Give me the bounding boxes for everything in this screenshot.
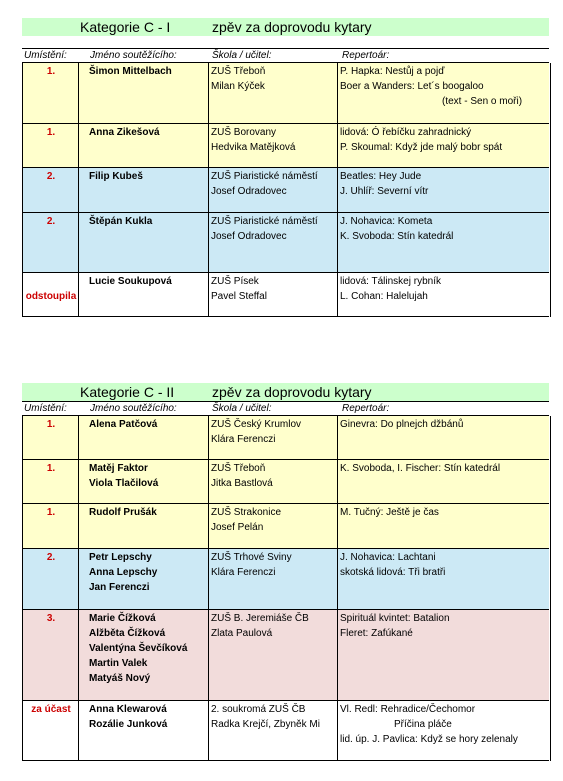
teacher-name: Pavel Steffal [211, 291, 267, 302]
placement-badge: 2. [46, 552, 56, 563]
school-name: ZUŠ Piaristické náměstí [211, 216, 318, 227]
column-header-name: Jméno soutěžícího: [90, 403, 177, 414]
name-cell [78, 63, 209, 124]
teacher-name: Klára Ferenczi [211, 434, 276, 445]
placement-cell [22, 168, 79, 213]
repertoire-item: K. Svoboda: Stín katedrál [340, 231, 454, 242]
table-bottom-border [22, 316, 549, 317]
repertoire-cell [337, 549, 551, 610]
placement-cell [22, 63, 79, 124]
teacher-name: Josef Pelán [211, 522, 264, 533]
contestant-name: Lucie Soukupová [89, 276, 172, 287]
teacher-name: Jitka Bastlová [211, 478, 273, 489]
school-name: ZUŠ Třeboň [211, 463, 266, 474]
table-row [22, 459, 549, 504]
contestant-name: Jan Ferenczi [89, 582, 150, 593]
placement-cell [22, 460, 79, 504]
repertoire-cell [337, 610, 551, 701]
repertoire-cell [337, 504, 551, 549]
column-header-school: Škola / učitel: [212, 403, 272, 414]
contestant-name: Anna Lepschy [89, 567, 158, 578]
table-row [22, 272, 549, 317]
repertoire-item: Fleret: Zafúkané [340, 628, 413, 639]
table-row [22, 700, 549, 761]
repertoire-item: (text - Sen o moři) [442, 96, 523, 107]
placement-cell [22, 273, 79, 317]
teacher-name: Josef Odradovec [211, 231, 287, 242]
repertoire-cell [337, 124, 551, 168]
school-name: ZUŠ Písek [211, 276, 259, 287]
placement-badge: 2. [46, 216, 56, 227]
placement-badge: 1. [46, 463, 56, 474]
repertoire-cell [337, 213, 551, 273]
school-name: ZUŠ Třeboň [211, 66, 266, 77]
school-cell [208, 504, 338, 549]
repertoire-cell [337, 273, 551, 317]
contestant-name: Alžběta Čížková [89, 628, 166, 639]
contestant-name: Viola Tlačilová [89, 478, 159, 489]
school-name: ZUŠ Strakonice [211, 507, 282, 518]
placement-badge: 1. [46, 507, 56, 518]
school-name: ZUŠ Piaristické náměstí [211, 171, 318, 182]
contestant-name: Alena Patčová [89, 419, 158, 430]
repertoire-item: Vl. Redl: Rehradice/Čechomor [340, 704, 476, 715]
table-row [22, 415, 549, 460]
column-header-name: Jméno soutěžícího: [90, 50, 177, 61]
placement-cell [22, 124, 79, 168]
contestant-name: Šimon Mittelbach [89, 66, 172, 77]
category-description: zpěv za doprovodu kytary [212, 19, 372, 35]
placement-cell [22, 701, 79, 761]
placement-cell [22, 610, 79, 701]
school-cell [208, 273, 338, 317]
school-cell [208, 213, 338, 273]
category-header [22, 18, 549, 36]
contestant-name: Martin Valek [89, 658, 148, 669]
table-row [22, 503, 549, 549]
name-cell [78, 549, 209, 610]
table-row [22, 62, 549, 124]
school-cell [208, 610, 338, 701]
school-name: ZUŠ Český Krumlov [211, 419, 302, 430]
name-cell [78, 701, 209, 761]
school-cell [208, 460, 338, 504]
teacher-name: Radka Krejčí, Zbyněk Mi [211, 719, 320, 730]
contestant-name: Marie Čížková [89, 613, 156, 624]
repertoire-cell [337, 416, 551, 460]
name-cell [78, 124, 209, 168]
repertoire-cell [337, 701, 551, 761]
school-name: ZUŠ B. Jeremiáše ČB [211, 613, 309, 624]
column-header-row [22, 401, 549, 415]
column-header-school: Škola / učitel: [212, 50, 272, 61]
contestant-name: Rozálie Junková [89, 719, 168, 730]
placement-cell [22, 213, 79, 273]
school-name: 2. soukromá ZUŠ ČB [211, 704, 306, 715]
contestant-name: Matěj Faktor [89, 463, 148, 474]
school-cell [208, 168, 338, 213]
placement-badge: 1. [46, 419, 56, 430]
name-cell [78, 213, 209, 273]
repertoire-cell [337, 460, 551, 504]
school-cell [208, 549, 338, 610]
table-row [22, 212, 549, 273]
name-cell [78, 610, 209, 701]
repertoire-item: Ginevra: Do plnejch džbánů [340, 419, 464, 430]
contestant-name: Anna Zikešová [89, 127, 160, 138]
category-description: zpěv za doprovodu kytary [212, 384, 372, 400]
repertoire-item: K. Svoboda, I. Fischer: Stín katedrál [340, 463, 501, 474]
name-cell [78, 273, 209, 317]
table-row [22, 123, 549, 168]
repertoire-item: skotská lidová: Tři bratři [340, 567, 446, 578]
contestant-name: Rudolf Prušák [89, 507, 157, 518]
column-header-row [22, 48, 549, 62]
school-name: ZUŠ Borovany [211, 127, 277, 138]
contestant-name: Valentýna Ševčíková [89, 643, 188, 654]
placement-badge: 1. [46, 66, 56, 77]
column-header-placement: Umístění: [24, 50, 67, 61]
category-title: Kategorie C - II [80, 384, 175, 400]
placement-badge: odstoupila [25, 291, 77, 302]
school-cell [208, 63, 338, 124]
repertoire-item: M. Tučný: Ještě je čas [340, 507, 439, 518]
school-name: ZUŠ Trhové Sviny [211, 552, 292, 563]
repertoire-item: P. Skoumal: Když jde malý bobr spát [340, 142, 503, 153]
name-cell [78, 416, 209, 460]
school-cell [208, 124, 338, 168]
school-cell [208, 701, 338, 761]
placement-cell [22, 504, 79, 549]
name-cell [78, 168, 209, 213]
repertoire-item: lid. úp. J. Pavlica: Když se hory zelenaly [340, 734, 518, 745]
school-cell [208, 416, 338, 460]
contestant-name: Matyáš Nový [89, 673, 151, 684]
category-header [22, 383, 549, 401]
table-row [22, 609, 549, 701]
table-row [22, 167, 549, 213]
placement-badge: 1. [46, 127, 56, 138]
repertoire-item: J. Nohavica: Lachtani [340, 552, 436, 563]
repertoire-item: J. Uhlíř: Severní vítr [340, 186, 429, 197]
teacher-name: Zlata Paulová [211, 628, 273, 639]
column-header-repertoire: Repertoár: [342, 403, 390, 414]
repertoire-item: lidová: Ó řebíčku zahradnický [340, 127, 472, 138]
teacher-name: Hedvika Matějková [211, 142, 296, 153]
repertoire-item: J. Nohavica: Kometa [340, 216, 433, 227]
contestant-name: Petr Lepschy [89, 552, 152, 563]
contestant-name: Štěpán Kukla [89, 216, 153, 227]
name-cell [78, 504, 209, 549]
teacher-name: Klára Ferenczi [211, 567, 276, 578]
category-title: Kategorie C - I [80, 19, 171, 35]
repertoire-cell [337, 63, 551, 124]
repertoire-item: Spirituál kvintet: Batalion [340, 613, 450, 624]
repertoire-item: lidová: Tálinskej rybník [340, 276, 441, 287]
column-header-placement: Umístění: [24, 403, 67, 414]
placement-cell [22, 549, 79, 610]
contestant-name: Filip Kubeš [89, 171, 143, 182]
repertoire-item: P. Hapka: Nestůj a pojď [340, 66, 445, 77]
repertoire-item: Beatles: Hey Jude [340, 171, 422, 182]
placement-badge: 3. [46, 613, 56, 624]
placement-badge: 2. [46, 171, 56, 182]
repertoire-item: L. Cohan: Halelujah [340, 291, 428, 302]
placement-cell [22, 416, 79, 460]
repertoire-item: Příčina pláče [394, 719, 452, 730]
placement-badge: za účast [31, 704, 71, 715]
repertoire-cell [337, 168, 551, 213]
teacher-name: Josef Odradovec [211, 186, 287, 197]
column-header-repertoire: Repertoár: [342, 50, 390, 61]
teacher-name: Milan Kýček [211, 81, 265, 92]
table-bottom-border [22, 760, 549, 761]
repertoire-item: Boer a Wanders: Let´s boogaloo [340, 81, 484, 92]
name-cell [78, 460, 209, 504]
table-row [22, 548, 549, 610]
contestant-name: Anna Klewarová [89, 704, 167, 715]
